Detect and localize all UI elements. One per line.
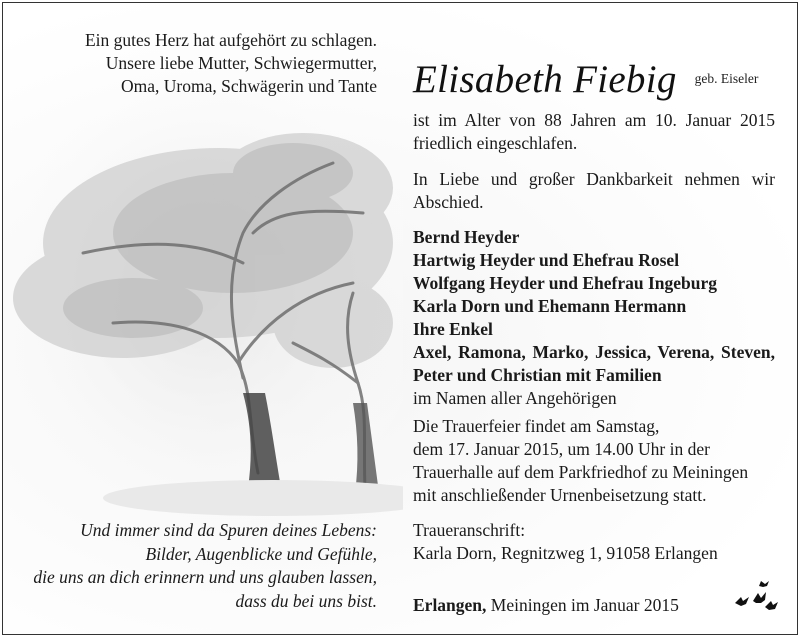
birds-icon [731, 577, 779, 617]
service-line: dem 17. Januar 2015, um 14.00 Uhr in der [413, 439, 710, 459]
quote-line: dass du bei uns bist. [235, 590, 377, 611]
mourner-line: Wolfgang Heyder und Ehefrau Ingeburg [413, 273, 718, 293]
farewell-text: In Liebe und großer Dankbarkeit nehmen wir Abschied. [413, 169, 775, 212]
place-rest: Meiningen im Januar 2015 [486, 595, 679, 615]
mourners-closing: im Namen aller Angehörigen [413, 388, 617, 408]
address-label: Traueranschrift: [413, 520, 526, 540]
mourner-line: Ihre Enkel [413, 319, 493, 339]
service-line: Die Trauerfeier findet am Samstag, [413, 416, 660, 436]
deceased-name-row [413, 57, 758, 102]
service-info [413, 415, 775, 507]
intro-line: Ein gutes Herz hat aufgehört zu schlagen. [84, 30, 377, 50]
service-line: Trauerhalle auf dem Parkfriedhof zu Meiningen [413, 462, 749, 482]
place-bold: Erlangen, [413, 595, 487, 615]
obituary-frame [2, 2, 798, 635]
service-line: mit anschließender Urnenbeisetzung statt. [413, 485, 707, 505]
quote-line: Bilder, Augenblicke und Gefühle, [145, 543, 377, 564]
place-date [413, 594, 775, 617]
mourner-line: Peter und Christian mit Familien [413, 365, 662, 385]
mourners-list [413, 226, 775, 410]
address-block [413, 519, 775, 565]
mourner-line: Axel, Ramona, Marko, Jessica, Verena, Steven, [413, 342, 775, 362]
quote-line: Und immer sind da Spuren deines Lebens: [80, 520, 377, 540]
quote-line: die uns an dich erinnern und uns glauben lassen, [33, 567, 377, 587]
maiden-name: geb. Eiseler [694, 71, 759, 86]
mourner-line: Hartwig Heyder und Ehefrau Rosel [413, 250, 680, 270]
intro-text [17, 29, 377, 98]
intro-line: Oma, Uroma, Schwägerin und Tante [120, 76, 377, 96]
passing-text: ist im Alter von 88 Jahren am 10. Januar 2015 friedlich eingeschlafen. [413, 110, 775, 153]
address-value: Karla Dorn, Regnitzweg 1, 91058 Erlangen [413, 543, 718, 563]
snowy-trees-image [3, 93, 403, 533]
mourner-line: Karla Dorn und Ehemann Hermann [413, 296, 687, 316]
memorial-quote [2, 519, 377, 613]
deceased-name: Elisabeth Fiebig [413, 58, 677, 101]
intro-line: Unsere liebe Mutter, Schwiegermutter, [105, 53, 377, 73]
mourner-line: Bernd Heyder [413, 227, 520, 247]
